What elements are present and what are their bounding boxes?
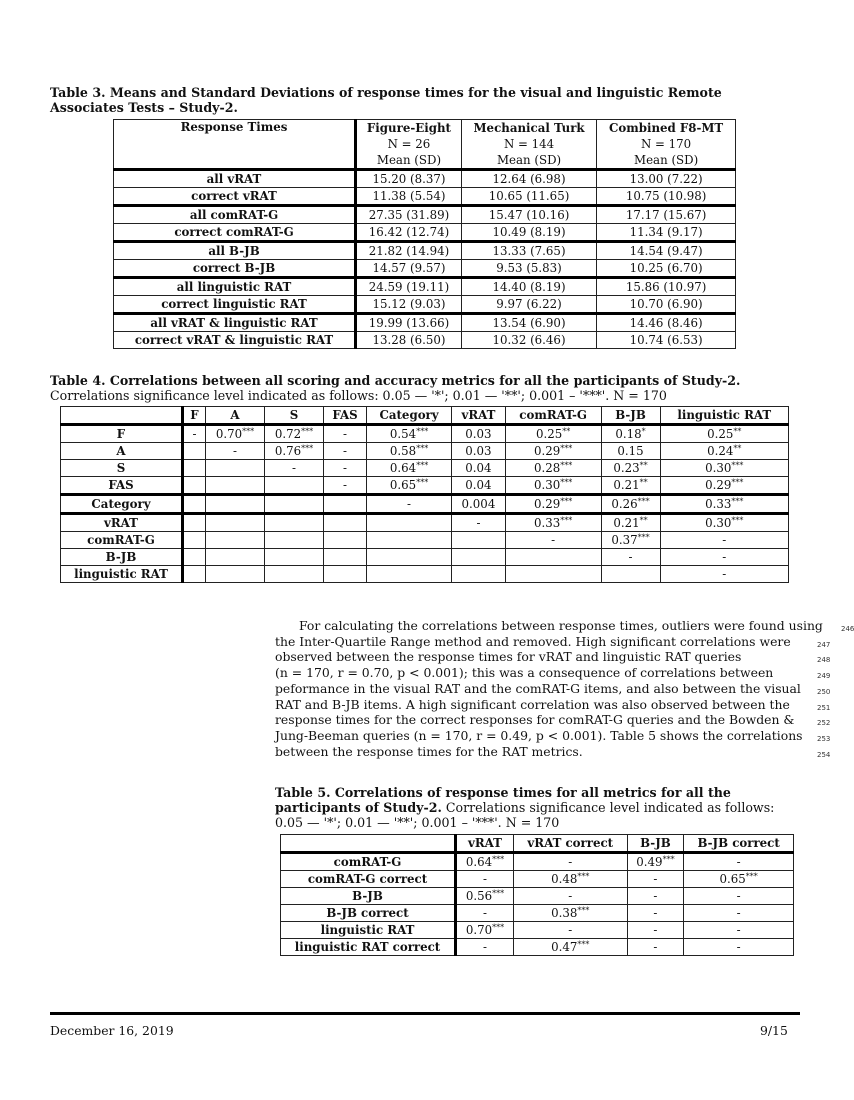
table5-cell: - [456,939,514,956]
table4-cell: 0.21** [601,514,660,532]
table4-row-label: comRAT-G [61,532,183,549]
table4-cell [205,514,264,532]
table4-cell [324,514,367,532]
paragraph-line-text: peformance in the visual RAT and the comRAT-G items, and also between the visual [275,680,801,696]
table5-row [281,853,794,871]
table4-cell: 0.29*** [505,495,601,514]
table4-cell [183,477,206,495]
paragraph-line-text: (n = 170, r = 0.70, p < 0.001); this was a consequence of correlations between [275,665,774,681]
table4-cell [265,477,324,495]
table3-cell: 13.00 (7.22) [597,170,736,188]
table4-cell: 0.33*** [660,495,788,514]
table3-cell: 10.25 (6.70) [597,260,736,278]
table4-cell [265,514,324,532]
line-number: 247 [817,640,831,649]
table4-cell: 0.24** [660,443,788,460]
table4-cell: 0.64*** [366,460,451,477]
table3-col-figure-eight: Figure-Eight N = 26 Mean (SD) [356,120,462,170]
table5-row-label: linguistic RAT correct [281,939,456,956]
table4-cell [505,566,601,583]
table4-col-header: comRAT-G [505,407,601,425]
table3-row [114,206,736,224]
table3-cell: 13.54 (6.90) [461,314,596,332]
table4-cell: 0.29*** [505,443,601,460]
table4-col-header: B-JB [601,407,660,425]
line-number: 251 [817,703,831,712]
table4-row-label: FAS [61,477,183,495]
table3-row-label: all vRAT & linguistic RAT [114,314,356,332]
table3-caption-text: Table 3. Means and Standard Deviations of response times for the visual and linguistic Remote Associates Tests – Study-2. [50,85,722,115]
table5-col-header: B-JB [627,835,684,853]
table4-cell [265,566,324,583]
line-number: 248 [817,656,831,665]
table4-row [61,495,789,514]
table3-cell: 15.20 (8.37) [356,170,462,188]
table4-body [61,425,789,583]
table3-cell: 10.75 (10.98) [597,188,736,206]
paragraph-line-text: RAT and B-JB items. A high significant correlation was also observed between the [275,696,790,712]
table5-body [281,853,794,956]
table4-cell: 0.58*** [366,443,451,460]
table4-cell: 0.28*** [505,460,601,477]
body-paragraph [275,618,854,759]
table4-cell [366,549,451,566]
paragraph-line [275,712,831,728]
paragraph-line [275,696,831,713]
table4-corner [61,407,183,425]
table4-row-label: S [61,460,183,477]
table4-row [61,549,789,566]
table3-row [114,242,736,260]
table4-row [61,532,789,549]
table3-cell: 9.97 (6.22) [461,296,596,314]
table3-cell: 19.99 (13.66) [356,314,462,332]
table4-cell [452,566,506,583]
table3 [113,119,736,349]
table5-row-label: B-JB correct [281,905,456,922]
table3-row-label: correct B-JB [114,260,356,278]
table4-cell: - [505,532,601,549]
footer-page-number: 9/15 [760,1023,788,1038]
table3-cell: 24.59 (19.11) [356,278,462,296]
table3-cell: 10.70 (6.90) [597,296,736,314]
table4-cell: 0.23** [601,460,660,477]
table3-row [114,332,736,349]
table4-cell: 0.21** [601,477,660,495]
table4-row-label: A [61,443,183,460]
table4-cell [183,566,206,583]
table4-row [61,443,789,460]
table3-cell: 12.64 (6.98) [461,170,596,188]
table4-cell: 0.04 [452,477,506,495]
table4-caption-plain: Correlations significance level indicated as follows: 0.05 — '*'; 0.01 — '**'; 0.001 – '***'. N = 170 [50,388,667,403]
table4-cell: 0.30*** [505,477,601,495]
table4-cell: - [183,425,206,443]
table4-cell [265,532,324,549]
table4-cell [265,495,324,514]
table5-cell: 0.47*** [513,939,627,956]
table3-cell: 17.17 (15.67) [597,206,736,224]
table3-caption [50,85,800,115]
table4-cell: 0.76*** [265,443,324,460]
table4-row [61,425,789,443]
footer-date: December 16, 2019 [50,1023,174,1038]
table5-cell: 0.56*** [456,888,514,905]
table5-row [281,939,794,956]
table5-cell: - [513,888,627,905]
table5-cell: 0.48*** [513,871,627,888]
table5-cell: - [513,853,627,871]
table3-cell: 10.65 (11.65) [461,188,596,206]
table5-row-label: comRAT-G [281,853,456,871]
table4-row-label: Category [61,495,183,514]
table5-row [281,922,794,939]
table5-cell: - [627,888,684,905]
table5-cell: - [684,905,794,922]
table4-cell [183,495,206,514]
table5-cell: - [684,939,794,956]
table5 [280,834,794,956]
table3-cell: 13.33 (7.65) [461,242,596,260]
paragraph-line-text: observed between the response times for vRAT and linguistic RAT queries [275,649,742,665]
table3-row [114,296,736,314]
table4-cell: - [452,514,506,532]
table4-col-header: F [183,407,206,425]
table4-cell: 0.70*** [205,425,264,443]
table4-cell: 0.26*** [601,495,660,514]
table3-row [114,260,736,278]
table4-cell [183,549,206,566]
table3-row-label: correct linguistic RAT [114,296,356,314]
table4-cell [452,549,506,566]
table4-cell [205,532,264,549]
paragraph-line-text: the Inter-Quartile Range method and removed. High significant correlations were [275,633,791,649]
paragraph-line [275,743,831,760]
table4-row-label: linguistic RAT [61,566,183,583]
table3-header-label: Response Times [114,120,356,170]
table4-row [61,514,789,532]
table5-cell: - [627,939,684,956]
table4-cell: 0.25** [660,425,788,443]
line-number: 253 [817,734,831,743]
table3-row [114,278,736,296]
table3-cell: 9.53 (5.83) [461,260,596,278]
table3-row-label: all B-JB [114,242,356,260]
table4-cell: - [265,460,324,477]
table3-cell: 11.34 (9.17) [597,224,736,242]
table3-row [114,188,736,206]
table3-cell: 14.46 (8.46) [597,314,736,332]
table5-caption [275,785,800,830]
table3-row-label: correct vRAT & linguistic RAT [114,332,356,349]
table4-cell: 0.03 [452,443,506,460]
table4-cell [505,549,601,566]
table5-cell: - [627,905,684,922]
paragraph-line [275,680,831,697]
table3-cell: 16.42 (12.74) [356,224,462,242]
table4-cell [324,495,367,514]
paragraph-line-text: For calculating the correlations between response times, outliers were found using [299,618,823,633]
table3-cell: 27.35 (31.89) [356,206,462,224]
table4-cell [183,460,206,477]
table4-cell: 0.18* [601,425,660,443]
table4-cell: 0.33*** [505,514,601,532]
table4-col-header: Category [366,407,451,425]
table3-cell: 14.54 (9.47) [597,242,736,260]
table3-row [114,314,736,332]
table4-cell [205,477,264,495]
table4-col-header: S [265,407,324,425]
table4-cell [601,566,660,583]
table5-col-header: B-JB correct [684,835,794,853]
line-number: 250 [817,687,831,696]
table4-col-header: FAS [324,407,367,425]
table5-cell: 0.64*** [456,853,514,871]
table4-header-row [61,407,789,425]
table5-col-header: vRAT [456,835,514,853]
paragraph-line [275,649,831,665]
table4-cell: - [205,443,264,460]
table3-cell: 15.47 (10.16) [461,206,596,224]
table4-cell: 0.30*** [660,514,788,532]
table4-col-header: A [205,407,264,425]
table4-cell: - [660,532,788,549]
table3-body [114,170,736,349]
table4-head [61,407,789,425]
table3-row-label: correct vRAT [114,188,356,206]
table4-cell [183,443,206,460]
line-number: 252 [817,719,831,728]
table4-cell: 0.04 [452,460,506,477]
table5-cell: 0.65*** [684,871,794,888]
table4-cell [366,566,451,583]
table3-cell: 10.32 (6.46) [461,332,596,349]
paragraph-line-text: between the response times for the RAT metrics. [275,743,583,759]
table3-row-label: all linguistic RAT [114,278,356,296]
table3-cell: 21.82 (14.94) [356,242,462,260]
table4-cell: 0.30*** [660,460,788,477]
table4-row-label: F [61,425,183,443]
table3-cell: 14.57 (9.57) [356,260,462,278]
table5-cell: 0.70*** [456,922,514,939]
table3-cell: 11.38 (5.54) [356,188,462,206]
table4-cell: - [324,460,367,477]
table5-caption-bold: Table 5. Correlations of response times for all metrics for all the participants of Study-2. [275,785,731,815]
table4-cell [205,566,264,583]
table4-cell: - [660,549,788,566]
footer-rule [50,1012,800,1015]
table4-row [61,460,789,477]
table4-cell: - [601,549,660,566]
table5-cell: - [513,922,627,939]
table4-row [61,566,789,583]
table5-head [281,835,794,853]
table4-cell [205,460,264,477]
table3-row-label: correct comRAT-G [114,224,356,242]
table4-cell: 0.72*** [265,425,324,443]
table4-cell: 0.65*** [366,477,451,495]
table4 [60,406,789,583]
table4-cell: 0.25** [505,425,601,443]
table5-header-row [281,835,794,853]
table3-row-label: all comRAT-G [114,206,356,224]
table4-cell [324,549,367,566]
table5-row-label: comRAT-G correct [281,871,456,888]
table5-cell: - [684,922,794,939]
table3-cell: 15.12 (9.03) [356,296,462,314]
table4-cell: - [324,477,367,495]
table4-cell [205,549,264,566]
table4-caption-bold: Table 4. Correlations between all scoring and accuracy metrics for all the participants of Study-2. [50,373,741,388]
table4-row-label: B-JB [61,549,183,566]
table3-row-label: all vRAT [114,170,356,188]
table5-cell: - [456,871,514,888]
table3-cell: 14.40 (8.19) [461,278,596,296]
table5-cell: - [684,888,794,905]
table4-cell: - [324,443,367,460]
table3-cell: 10.74 (6.53) [597,332,736,349]
table4-cell: - [366,495,451,514]
table5-cell: - [627,922,684,939]
line-number: 249 [817,672,831,681]
table5-cell: 0.38*** [513,905,627,922]
table4-cell [183,532,206,549]
table5-row [281,871,794,888]
table4-cell: 0.004 [452,495,506,514]
table4-cell [366,514,451,532]
paragraph-line-text: Jung-Beeman queries (n = 170, r = 0.49, p < 0.001). Table 5 shows the correlations [275,727,803,743]
table3-cell: 13.28 (6.50) [356,332,462,349]
table4-caption [50,373,800,403]
paragraph-line [275,618,854,634]
paragraph-line [275,727,831,744]
table4-row-label: vRAT [61,514,183,532]
table5-cell: 0.49*** [627,853,684,871]
table5-col-header: vRAT correct [513,835,627,853]
table3-cell: 10.49 (8.19) [461,224,596,242]
table4-cell [366,532,451,549]
paragraph-line [275,665,831,681]
table4-cell: 0.29*** [660,477,788,495]
table4-cell [183,514,206,532]
table4-cell: 0.15 [601,443,660,460]
line-number: 254 [817,750,831,759]
table4-cell: 0.54*** [366,425,451,443]
table5-corner [281,835,456,853]
table4-cell [205,495,264,514]
table3-row [114,224,736,242]
table4-cell [265,549,324,566]
table3-header-row [114,120,736,170]
table4-cell: 0.03 [452,425,506,443]
table5-cell: - [684,853,794,871]
table4-col-header: vRAT [452,407,506,425]
table4-cell [452,532,506,549]
table5-row [281,888,794,905]
table3-col-combined: Combined F8-MT N = 170 Mean (SD) [597,120,736,170]
table5-caption-plain: Correlations significance level indicated as follows: 0.05 — '*'; 0.01 — '**'; 0.001 – '***'. N = 170 [275,800,775,830]
table5-row-label: linguistic RAT [281,922,456,939]
table5-cell: - [627,871,684,888]
table3-col-mechanical-turk: Mechanical Turk N = 144 Mean (SD) [461,120,596,170]
table3-row [114,170,736,188]
table3-cell: 15.86 (10.97) [597,278,736,296]
table4-cell: 0.37*** [601,532,660,549]
table5-cell: - [456,905,514,922]
table4-cell: - [660,566,788,583]
paragraph-line-text: response times for the correct responses for comRAT-G queries and the Bowden & [275,712,795,728]
table4-cell [324,532,367,549]
table4-col-header: linguistic RAT [660,407,788,425]
paragraph-line [275,633,831,650]
table4-row [61,477,789,495]
table4-cell: - [324,425,367,443]
table4-cell [324,566,367,583]
table5-row [281,905,794,922]
line-number: 246 [841,625,854,633]
table5-row-label: B-JB [281,888,456,905]
